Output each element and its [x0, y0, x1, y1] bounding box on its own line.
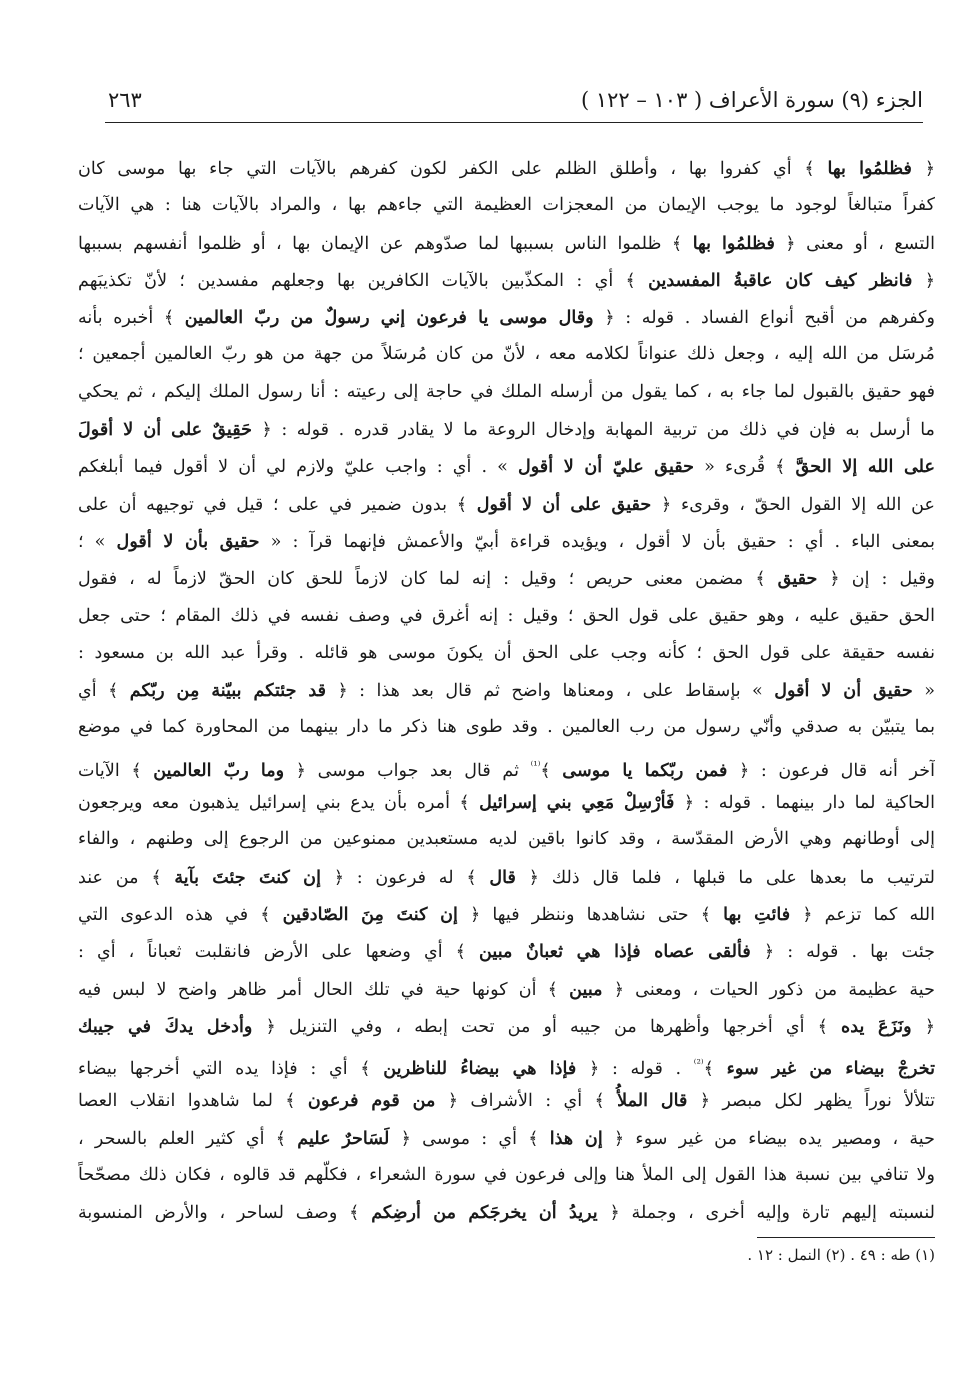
text-line: [78, 672, 935, 709]
text-segment: ﴾ قُرىء «: [694, 457, 796, 478]
text-segment: عن الله إلا القول الحقّ ، وقرىء ﴿: [651, 494, 935, 515]
text-line: [78, 187, 935, 224]
quran-quote: يريدُ أن يخرجَكم من أرضِكم: [371, 1202, 598, 1224]
text-line: [78, 448, 935, 485]
text-segment: آخر أنه قال فرعون : ﴿: [727, 760, 935, 781]
quran-quote: قال الملأُ: [617, 1090, 688, 1112]
text-segment: الحق حقيق عليه ، وهو حقيق على قول الحق ؛ وقيل : إنه أغرق في وصف نفسه في ذلك المقام ؛ حتى جعل: [78, 605, 935, 626]
text-line: [78, 896, 935, 933]
text-line: [78, 635, 935, 672]
text-segment: ﴿: [911, 1016, 935, 1037]
quran-quote: إن كنتَ مِنَ الصّادقين: [282, 903, 458, 925]
text-segment: ﴿: [912, 270, 935, 291]
text-segment: » . أي : واجب عليّ ولازم لي أن لا أقول فيما أبلغكم: [78, 457, 518, 478]
text-segment: فهو حقيق بالقبول لما جاء به ، كما يقول من أرسله الملك في حاجة إلى رعيته : أنا رسول الملك إليكم ، ثم يحكي: [78, 381, 935, 402]
quran-quote: فظلمُوا بها: [827, 158, 912, 179]
quran-quote: من قوم فرعون: [307, 1090, 436, 1112]
text-segment: » بإسقاط على ، ومعناها واضح ثم قال بعد هذا : ﴿: [326, 681, 775, 702]
text-line: [78, 1157, 935, 1194]
text-segment: جئت بها . قوله : ﴿: [750, 942, 935, 963]
page-number: ٢٦٣: [108, 88, 142, 112]
text-segment: ﴾ أخبره بأنه: [78, 308, 185, 329]
text-line: [78, 262, 935, 299]
text-segment: ﴾ أي كفروا بها ، وأطلق الظلم على الكفر لكون كفرهم بالآيات التي جاء بها موسى كان: [78, 159, 828, 179]
quran-quote: وأدخل يدكَ في جيبك: [78, 1015, 253, 1037]
quran-quote: ونَزَعَ يده: [841, 1015, 912, 1037]
text-segment: ﴾ أي : المكذّبين بالآيات الكافرين بها وجعلهم مفسدين ؛ لأنّ تكذيبَهم: [78, 270, 649, 291]
text-line: [78, 486, 935, 523]
text-segment: ﴾ أي أخرجها وأظهرها من جيبه أو من تحت إبطه ، وفي التنزيل ﴿: [252, 1016, 841, 1037]
running-title: الجزء (٩) سورة الأعراف ( ١٠٣ – ١٢٢ ): [580, 88, 923, 112]
text-segment: بما يتبيّن به صدقي وأنّي رسول من رب العالمين . وقد طوى هنا ذكر ما دار بينهما من المحاورة كما في موضع: [78, 717, 935, 738]
text-segment: ﴾ له فرعون : ﴿: [321, 867, 490, 888]
text-segment: ﴾ أي وضعها على الأرض فانقلبت ثعباناً ، أي :: [78, 942, 480, 963]
text-line: [78, 523, 935, 560]
quran-quote: مبين: [569, 978, 603, 1000]
quran-quote: حقيق بأن لا أقول: [116, 530, 260, 552]
text-line: [78, 299, 935, 336]
text-segment: ﴾: [540, 760, 563, 781]
text-line: [78, 933, 935, 970]
quran-quote: حقيق: [777, 568, 818, 590]
text-segment: بمعنى الباء . أي : حقيق بأن لا أقول ، ويؤيده قراءة أبيّ والأعمش فإنهما قرآ : «: [259, 531, 935, 552]
text-segment: ﴾ أي كثير العلم بالسحر ،: [78, 1128, 298, 1149]
text-segment: «: [912, 681, 935, 702]
quran-quote: وقال موسى يا فرعون إني رسولٌ من ربّ العالمين: [184, 307, 594, 329]
quran-quote: حقيق أن لا أقول: [774, 680, 913, 702]
text-segment: الحاكية لما دار بينهما . قوله : ﴿: [674, 793, 935, 814]
text-segment: » ؛: [78, 531, 117, 552]
text-segment: إلى أوطانهم وهي الأرض المقدّسة ، وقد كانوا باقين لديه مستعبدين ممنوعين من الرجوع إلى وطنهم ، والفاء: [78, 829, 935, 850]
text-segment: وقيل : إن ﴿: [817, 569, 935, 590]
header-divider: [105, 122, 923, 123]
text-line: [78, 598, 935, 635]
text-segment: ﴾ حتى نشاهدها وننظر فيها ﴿: [457, 904, 724, 925]
text-segment: لنسبته إليهم تارة وإليه أخرى ، وجملة ﴿: [597, 1203, 935, 1224]
quran-quote: تخرجْ بيضاء من غير سوء: [726, 1057, 935, 1079]
text-line: [78, 1194, 935, 1231]
quran-quote: حقيق على أن لا أقول: [476, 493, 652, 515]
text-segment: . قوله : ﴿: [576, 1058, 694, 1079]
text-segment: تتلألأ نوراً يظهر لكل مبصر ﴿: [687, 1091, 935, 1112]
quran-quote: وما ربّ العالمين: [153, 759, 285, 781]
text-line: [78, 784, 935, 821]
text-segment: كفراً متبالغاً لوجود ما يوجب الإيمان من المعجزات العظيمة التي جاءهم بها ، والمراد بالآيات هنا : هي الآيات: [78, 195, 935, 216]
quran-quote: فألقى عصاه فإذا هي ثعبانٌ مبين: [479, 941, 751, 963]
footnote-marker: ⁽²⁾: [693, 1057, 704, 1071]
text-segment: ﴾ بدون ضمير في على ؛ قيل في توجيهه أن على: [78, 494, 477, 515]
text-segment: ﴾ أي: [78, 681, 130, 702]
text-segment: ﴾ في هذه الدعوى التي: [78, 904, 283, 925]
text-segment: وكفرهم من أقبح أنواع الفساد . قوله : ﴿: [593, 308, 935, 329]
quran-quote: قد جئتكم ببيّنة مِن ربّكم: [129, 680, 327, 702]
text-line: [78, 859, 935, 896]
quran-quote: قال: [489, 866, 516, 888]
text-segment: لترتيب ما بعدها على ما قبلها ، فلما قال ذلك ﴿: [515, 867, 935, 888]
quran-quote: فائتِ بها: [723, 903, 791, 925]
quran-quote: حقيق عليّ أن لا أقول: [517, 456, 695, 478]
text-segment: ﴾ مضمن معنى حريص ؛ وقيل : إنه لما كان لازماً للحق كان الحقّ لازماً له ، فقول: [78, 569, 778, 590]
text-segment: ﴾: [703, 1058, 727, 1079]
text-line: [78, 374, 935, 411]
text-segment: التسع ، أو معنى ﴿: [774, 233, 935, 254]
text-segment: ﴾ وصف لساحر ، والأرض المنسوبة: [78, 1203, 372, 1224]
text-segment: ﴾ أي : موسى ﴿: [389, 1128, 550, 1149]
text-line: [78, 1008, 935, 1045]
text-segment: ﴾ لما شاهدوا انقلاب العصا: [78, 1091, 308, 1112]
text-segment: ثم قال بعد جواب موسى ﴿: [284, 760, 531, 781]
text-line: [78, 1082, 935, 1119]
quran-quote: لَسَاحرٌ عليم: [297, 1127, 390, 1149]
text-segment: نفسه حقيقة على قول الحق ؛ كأنه وجب على الحق أن يكونَ موسى هو قائله . وقرأ عبد الله بن مسعود :: [78, 642, 935, 663]
text-segment: حية عظيمة من ذكور الحيات ، ومعنى ﴿: [602, 979, 935, 1000]
text-segment: ﴾ الآيات: [78, 760, 154, 781]
quran-quote: فظلمُوا بها: [692, 232, 775, 254]
page-header: [108, 88, 923, 120]
text-line: [78, 150, 935, 187]
text-line: [78, 709, 935, 746]
text-line: [78, 747, 935, 784]
text-segment: الله كما تزعم ﴿: [790, 904, 935, 925]
quran-quote: حَقِيقٌ على أن لا أقولَ: [78, 419, 252, 441]
quran-quote: فإذا هي بيضاءُ للناظرين: [383, 1057, 577, 1079]
text-line: [78, 336, 935, 373]
text-segment: ﴾ من عند: [78, 867, 175, 888]
quran-quote: إن كنتَ جئتَ بآية: [174, 866, 321, 888]
text-segment: ﴾ ظلموا الناس بسببها لما صدّوهم عن الإيمان بها ، أو ظلموا أنفسهم بسببها: [78, 233, 693, 254]
text-segment: ولا تنافي بين نسبة هذا القول إلى الملأ هنا وإلى فرعون في سورة الشعراء ، فكلّهم قد قالوه ، فكان ذلك مصحّحاً: [78, 1165, 935, 1186]
text-segment: ﴾ أن كونها حية في تلك الحال أمر ظاهر واضح لا لبس فيه: [78, 979, 570, 1000]
footnote-marker: ⁽¹⁾: [530, 758, 541, 772]
text-segment: ﴿: [911, 159, 935, 179]
text-line: [78, 821, 935, 858]
text-line: [78, 225, 935, 262]
quran-quote: فانظر كيف كان عاقبةُ المفسدين: [648, 269, 913, 291]
footnote-divider: [757, 1237, 935, 1238]
text-segment: ما أرسل به فإن في ذلك من تربية المهابة وإدخال الروعة ما لا يقادر قدره . قوله : ﴿: [251, 420, 935, 441]
text-line: [78, 411, 935, 448]
text-line: [78, 560, 935, 597]
main-text: [78, 150, 935, 1232]
text-segment: حية ، ومصير يده بيضاء من غير سوء ﴿: [602, 1128, 935, 1149]
footnotes: (١) طه : ٤٩ . (٢) النمل : ١٢ .: [747, 1246, 935, 1264]
quran-quote: على الله إلا الحقَّ: [795, 456, 935, 478]
text-segment: مُرسَل من الله إليه ، وجعل ذلك عنواناً لكلامه معه ، لأنّ من كان مُرسَلاً من جهة من هو ربّ العالمين أجمعين ؛: [78, 344, 935, 365]
quran-quote: فمن ربّكما يا موسى: [562, 759, 728, 781]
text-line: [78, 1045, 935, 1082]
quran-quote: إن هذا: [549, 1127, 603, 1149]
text-segment: ﴾ أمره بأن يدع بني إسرائيل يذهبون معه ويرجعون: [78, 793, 480, 814]
text-segment: ﴾ أي : الأشراف ﴿: [435, 1091, 618, 1112]
text-segment: ﴾ أي : فإذا يده التي أخرجها بيضاء: [78, 1058, 384, 1079]
text-line: [78, 971, 935, 1008]
text-line: [78, 1120, 935, 1157]
quran-quote: فَأرْسِلْ مَعِي بني إسرائيل: [479, 792, 675, 814]
